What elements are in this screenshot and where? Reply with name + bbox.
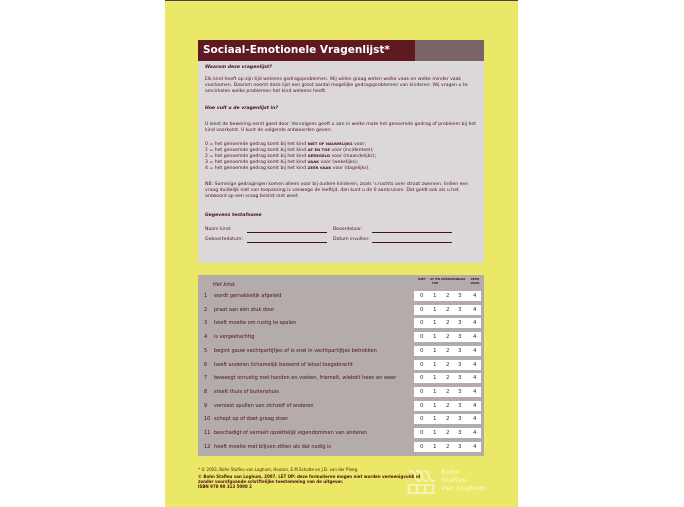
rating-option-4[interactable]: 4 (473, 388, 477, 395)
data-heading: Gegevens testafname (205, 213, 262, 218)
rating-options (414, 318, 481, 328)
publisher-name: Stafleu (441, 476, 468, 484)
rating-option-1[interactable]: 1 (433, 361, 437, 368)
scale-line (205, 165, 370, 172)
rating-option-4[interactable]: 4 (473, 416, 477, 423)
scale-keyword: NIET OF NAUWELIJKS (307, 141, 353, 146)
scale-text: 0 = het genoemde gedrag komt bij het kind (205, 142, 308, 147)
rating-option-3[interactable]: 3 (458, 402, 462, 409)
item-text: heeft moeite om rustig te spelen (214, 320, 297, 327)
item-text: beschadigt of vernielt opzettelijk eigendommen van anderen (214, 430, 367, 436)
item-number: 1 (204, 293, 208, 299)
rating-option-4[interactable]: 4 (473, 306, 477, 313)
item-number: 9 (204, 402, 208, 409)
rating-option-1[interactable]: 1 (433, 306, 437, 313)
scale-text: 2 = het genoemde gedrag komt bij het kind (205, 154, 308, 159)
why-text: Elk kind heeft op zijn tijd weleens gedragsproblemen. Wij willen graag weten welke vaak en welke minder vaak voorkomen. Daarom noemt deze lijst een groot aantal mogelijke gedragsproblemen van kinderen. Wij vragen u te omcirkelen welke problemen het kind weleens heeft. (205, 77, 468, 94)
item-number: 4 (204, 334, 208, 341)
rating-option-2[interactable]: 2 (446, 306, 450, 313)
rating-options (414, 360, 481, 370)
rating-option-3[interactable]: 3 (458, 293, 462, 299)
table-heading: Het kind: (213, 282, 236, 288)
item-text: beweegt onrustig met handen en voeten, friemelt, wiebelt heen en weer (214, 375, 397, 382)
copyright-notice: © Bohn Stafleu van Loghum, 2007. LET OP: deze formulieren mogen niet worden vermenigvuldigd zonder voorafgaande schriftelijke toestemming van de uitgever. (198, 474, 421, 484)
note-text: NB: Sommige gedragingen komen alleen voor bij oudere kinderen, zoals 's nachts over straat zwerven. Indien een vraag duidelijk niet van toepassing is vanwege de leeftijd, dan kunt u de 0 aankruisen. Dat geldt ook als u het antwoord op een vraag beslist niet weet. (205, 182, 469, 199)
rating-option-1[interactable]: 1 (433, 334, 437, 341)
rating-option-0[interactable]: 0 (420, 293, 424, 299)
rating-option-3[interactable]: 3 (458, 347, 462, 354)
item-text: steelt thuis of buitenshuis (214, 388, 279, 395)
rating-option-0[interactable]: 0 (420, 361, 424, 368)
item-text: begint gauw vechtpartijtjes of is snel in vechtpartijtjes betrokken (214, 347, 377, 354)
rating-option-4[interactable]: 4 (473, 293, 477, 299)
item-number: 3 (204, 320, 208, 327)
item-text: praat aan één stuk door (214, 306, 275, 313)
item-number: 12 (204, 443, 211, 450)
scale-keyword: ZEER VAAK (307, 165, 332, 170)
rating-option-1[interactable]: 1 (433, 416, 437, 423)
rating-options (414, 346, 481, 356)
rating-option-4[interactable]: 4 (473, 334, 477, 341)
name-field[interactable] (247, 232, 327, 233)
rating-option-2[interactable]: 2 (446, 388, 450, 395)
rating-option-2[interactable]: 2 (446, 334, 450, 341)
rating-option-3[interactable]: 3 (458, 375, 462, 382)
rating-option-0[interactable]: 0 (420, 347, 424, 354)
rating-options (414, 332, 481, 342)
rating-option-0[interactable]: 0 (420, 430, 424, 436)
rating-options (414, 373, 481, 383)
table-row (165, 413, 477, 426)
table-row (165, 331, 477, 344)
questionnaire-page (165, 0, 518, 507)
scale-text: voor (maandelijks); (330, 154, 377, 159)
scale-text: voor (wekelijks); (319, 160, 359, 165)
rating-option-4[interactable]: 4 (473, 402, 477, 409)
rating-option-1[interactable]: 1 (433, 443, 437, 450)
rating-option-0[interactable]: 0 (420, 416, 424, 423)
scale-text: voor (dagelijks). (331, 166, 370, 171)
rating-option-4[interactable]: 4 (473, 430, 477, 436)
item-text: heeft moeite met blijven zitten als dat nodig is (214, 443, 331, 450)
table-row (165, 441, 477, 454)
col-header: GEREGELD (441, 277, 459, 281)
item-number: 2 (204, 306, 208, 313)
copyright-line: * © 2003, Bohn Stafleu van Loghum, Houten, E.M.Scholte en J.D. van der Ploeg. (198, 467, 359, 472)
rating-option-1[interactable]: 1 (433, 375, 437, 382)
rating-option-3[interactable]: 3 (458, 416, 462, 423)
rating-option-0[interactable]: 0 (420, 402, 424, 409)
rating-option-1[interactable]: 1 (433, 293, 437, 299)
title-bar-accent (415, 40, 484, 61)
table-row (165, 304, 477, 317)
scale-text: 4 = het genoemde gedrag komt bij het kind (205, 166, 308, 171)
item-text: wordt gemakkelijk afgeleid (214, 293, 282, 299)
table-row (165, 372, 477, 385)
rating-option-4[interactable]: 4 (473, 375, 477, 382)
rating-option-3[interactable]: 3 (458, 388, 462, 395)
why-heading: Waarom deze vragenlijst? (205, 65, 272, 70)
assessor-label: Beoordelaar: (333, 227, 363, 232)
name-label: Naam kind: (205, 227, 232, 232)
rating-option-2[interactable]: 2 (446, 402, 450, 409)
rating-option-4[interactable]: 4 (473, 443, 477, 450)
item-text: verniest spullen van zichzelf of anderen (214, 402, 314, 409)
rating-option-4[interactable]: 4 (473, 347, 477, 354)
item-number: 7 (204, 375, 208, 382)
item-text: heeft anderen lichamelijk bezeerd of letsel toegebracht (214, 361, 353, 368)
col-header: ZEER VAAK (470, 277, 480, 285)
rating-option-3[interactable]: 3 (458, 334, 462, 341)
item-number: 8 (204, 388, 208, 395)
rating-option-2[interactable]: 2 (446, 293, 450, 299)
rating-option-0[interactable]: 0 (420, 388, 424, 395)
rating-options (414, 414, 481, 424)
rating-options (414, 442, 481, 452)
rating-option-1[interactable]: 1 (433, 320, 437, 327)
scale-text: 3 = het genoemde gedrag komt bij het kind (205, 160, 308, 165)
table-row (165, 427, 477, 440)
dob-label: Geboortedatum: (205, 237, 243, 242)
rating-options (414, 387, 481, 397)
rating-options (414, 305, 481, 315)
rating-option-0[interactable]: 0 (420, 334, 424, 341)
table-row (165, 400, 477, 413)
rating-options (414, 291, 481, 301)
scale-text: 1 = het genoemde gedrag komt bij het kind (205, 148, 308, 153)
rating-option-2[interactable]: 2 (446, 430, 450, 436)
rating-option-4[interactable]: 4 (473, 361, 477, 368)
col-header: VAAK (456, 277, 466, 281)
rating-option-1[interactable]: 1 (433, 430, 437, 436)
rating-option-0[interactable]: 0 (420, 443, 424, 450)
item-text: is vergeetachtig (214, 334, 255, 341)
rating-option-3[interactable]: 3 (458, 443, 462, 450)
scale-keyword: GEREGELD (307, 153, 331, 158)
rating-options (414, 428, 481, 438)
publisher-name: van Loghum (441, 484, 486, 492)
rating-option-1[interactable]: 1 (433, 347, 437, 354)
rating-option-1[interactable]: 1 (433, 402, 437, 409)
col-header: NIET (418, 277, 426, 281)
table-row (165, 359, 477, 372)
rating-option-2[interactable]: 2 (446, 347, 450, 354)
table-row (165, 290, 477, 303)
how-text: U leest de bewering eerst goed door. Vervolgens geeft u aan in welke mate het genoemde gedrag of probleem bij het kind voorkomt. U kunt de volgende antwoorden geven: (205, 122, 477, 133)
item-number: 11 (204, 430, 211, 436)
publisher-name: Bohn (441, 468, 460, 476)
rating-option-3[interactable]: 3 (458, 430, 462, 436)
rating-option-4[interactable]: 4 (473, 320, 477, 327)
rating-option-3[interactable]: 3 (458, 320, 462, 327)
table-row (165, 317, 477, 330)
rating-options (414, 401, 481, 411)
rating-option-2[interactable]: 2 (446, 361, 450, 368)
scale-keyword: AF EN TOE (307, 147, 330, 152)
publisher-logo-icon (403, 467, 439, 497)
how-heading: Hoe vult u de vragenlijst in? (205, 106, 279, 111)
table-row (165, 386, 477, 399)
item-number: 10 (204, 416, 211, 423)
rating-option-3[interactable]: 3 (458, 361, 462, 368)
rating-option-2[interactable]: 2 (446, 320, 450, 327)
rating-option-0[interactable]: 0 (420, 320, 424, 327)
scale-text: voor; (352, 142, 366, 147)
rating-option-0[interactable]: 0 (420, 375, 424, 382)
rating-option-2[interactable]: 2 (446, 375, 450, 382)
rating-option-2[interactable]: 2 (446, 416, 450, 423)
date-label: Datum invullen: (333, 237, 370, 242)
table-row (165, 345, 477, 358)
item-text: schept op of doet graag stoer (214, 416, 289, 423)
rating-option-0[interactable]: 0 (420, 306, 424, 313)
col-header: AF EN TOE (430, 277, 440, 285)
rating-option-1[interactable]: 1 (433, 388, 437, 395)
assessor-field[interactable] (372, 232, 452, 233)
rating-option-3[interactable]: 3 (458, 306, 462, 313)
date-field[interactable] (372, 242, 452, 243)
item-number: 6 (204, 361, 208, 368)
page-title: Sociaal-Emotionele Vragenlijst* (203, 44, 390, 56)
scale-keyword: VAAK (307, 159, 320, 164)
dob-field[interactable] (247, 242, 327, 243)
item-number: 5 (204, 347, 208, 354)
rating-option-2[interactable]: 2 (446, 443, 450, 450)
isbn: ISBN 978 90 313 5098 2 (198, 484, 252, 489)
scale-text: voor (incidenteel); (329, 148, 374, 153)
